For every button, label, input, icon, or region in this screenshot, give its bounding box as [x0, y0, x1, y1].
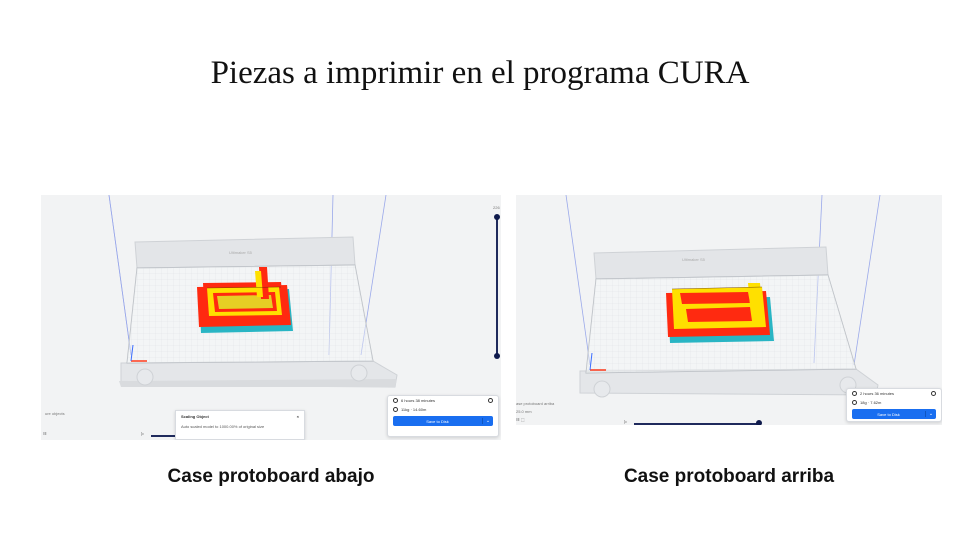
object-list-label: ure objects [45, 411, 65, 416]
material-usage: 11kg · 14.60m [401, 407, 427, 412]
save-button-label: Save to Disk [426, 418, 449, 424]
popup-message: Auto scaled model to 1000.00% of original size [181, 424, 265, 429]
print-time: 6 hours 38 minutes [401, 398, 436, 403]
chevron-down-icon[interactable]: ⌄ [482, 418, 493, 424]
spool-icon [852, 400, 857, 405]
layer-slider-bottom-handle[interactable] [494, 353, 500, 359]
printer-name: Ultimaker S5 [682, 257, 705, 262]
save-to-disk-button[interactable] [393, 416, 493, 426]
sliced-model-top-case [666, 283, 774, 343]
layer-slider-top-handle[interactable] [494, 214, 500, 220]
material-usage: 18g · 7.62m [860, 400, 882, 405]
slide-title: Piezas a imprimir en el programa CURA [210, 55, 750, 91]
object-dimensions: 25.0 mm [516, 409, 532, 414]
layer-slider[interactable] [496, 217, 498, 357]
build-volume-edge [566, 195, 590, 365]
spool-icon [393, 407, 398, 412]
scaling-object-popup [175, 410, 305, 440]
layer-number: 226 [493, 205, 500, 210]
info-icon[interactable] [488, 398, 493, 403]
save-button-label: Save to Disk [877, 411, 900, 417]
info-icon[interactable] [931, 391, 936, 396]
cura-screenshot-top-case [516, 195, 942, 425]
path-slider-handle[interactable] [756, 420, 762, 425]
object-tools-icon[interactable]: ☷ ⬚ [516, 417, 525, 422]
play-icon[interactable]: ▷ [624, 419, 628, 424]
path-slider[interactable] [151, 435, 175, 437]
close-icon[interactable]: × [296, 414, 299, 419]
save-to-disk-button[interactable] [852, 409, 936, 419]
corner-post [748, 283, 762, 305]
print-time: 2 hours 36 minutes [860, 391, 895, 396]
caption-bottom-case: Case protoboard abajo [167, 466, 375, 487]
print-summary-panel [387, 395, 499, 437]
clock-icon [393, 398, 398, 403]
cura-screenshot-bottom-case [41, 195, 501, 440]
play-icon[interactable]: ▷ [141, 431, 145, 436]
build-volume-edge [854, 195, 880, 365]
clock-icon [852, 391, 857, 396]
popup-title: Scaling Object [181, 414, 209, 419]
object-name: ase protoboard arriba [516, 401, 555, 406]
printer-back-panel [594, 247, 828, 279]
caption-top-case: Case protoboard arriba [623, 466, 835, 487]
path-slider[interactable] [634, 423, 760, 425]
printer-name: Ultimaker S5 [229, 250, 252, 255]
object-tools-icon[interactable]: ☷ [43, 431, 47, 436]
chevron-down-icon[interactable]: ⌄ [925, 411, 936, 417]
print-summary-panel [846, 388, 942, 422]
